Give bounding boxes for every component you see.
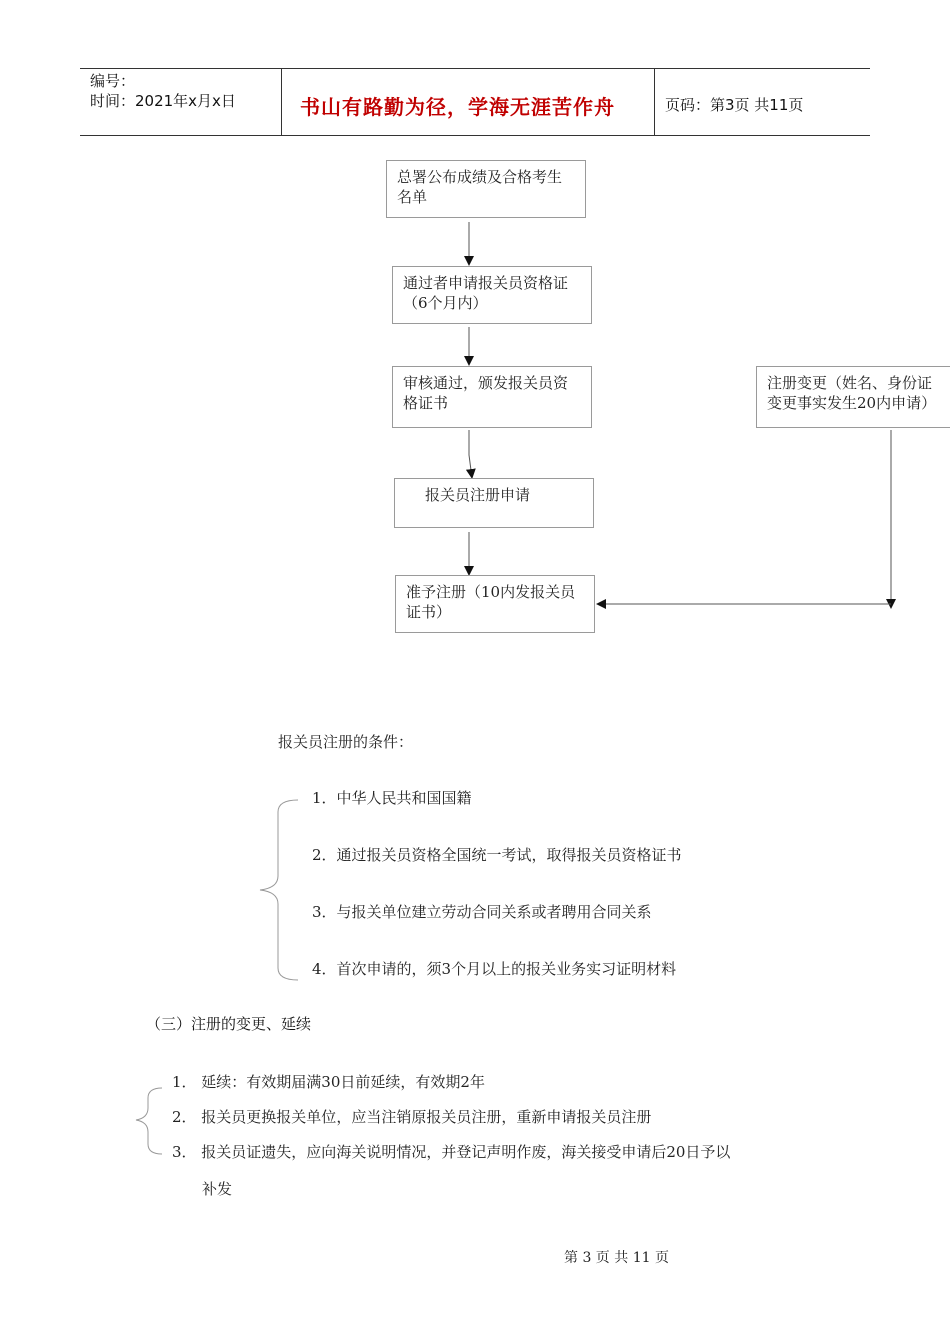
header-time-label: 时间：2021年x月x日 xyxy=(90,92,236,110)
section3-title: （三）注册的变更、延续 xyxy=(146,1015,312,1033)
header-motto: 书山有路勤为径，学海无涯苦作舟 xyxy=(300,95,615,119)
arrow-3-4 xyxy=(469,430,472,478)
section3-brace xyxy=(136,1088,162,1154)
flow-side-box: 注册变更（姓名、身份证变更事实发生20内申请） xyxy=(756,366,950,428)
section3-item-2: 2． 报关员更换报关单位，应当注销原报关员注册，重新申请报关员注册 xyxy=(172,1108,652,1126)
section3-item-1: 1． 延续：有效期届满30日前延续，有效期2年 xyxy=(172,1073,485,1091)
condition-item-3: 3．与报关单位建立劳动合同关系或者聘用合同关系 xyxy=(312,903,652,921)
flow-box-1: 总署公布成绩及合格考生名单 xyxy=(386,160,586,218)
section3-item-3: 3． 报关员证遗失，应向海关说明情况，并登记声明作废，海关接受申请后20日予以 xyxy=(172,1143,731,1161)
flow-box-5: 准予注册（10内发报关员证书） xyxy=(395,575,595,633)
footer-page-number: 第 3 页 共 11 页 xyxy=(564,1250,669,1266)
condition-item-4: 4．首次申请的，须3个月以上的报关业务实习证明材料 xyxy=(312,960,677,978)
condition-item-2: 2．通过报关员资格全国统一考试，取得报关员资格证书 xyxy=(312,846,682,864)
section3-item-3-cont: 补发 xyxy=(202,1180,233,1198)
flow-box-3: 审核通过，颁发报关员资格证书 xyxy=(392,366,592,428)
header-page-label: 页码：第3页 共11页 xyxy=(665,96,804,114)
header-number-label: 编号： xyxy=(90,72,136,90)
flow-box-2: 通过者申请报关员资格证（6个月内） xyxy=(392,266,592,324)
condition-item-1: 1．中华人民共和国国籍 xyxy=(312,789,472,807)
conditions-title: 报关员注册的条件： xyxy=(278,733,414,751)
flow-box-4: 报关员注册申请 xyxy=(394,478,594,528)
